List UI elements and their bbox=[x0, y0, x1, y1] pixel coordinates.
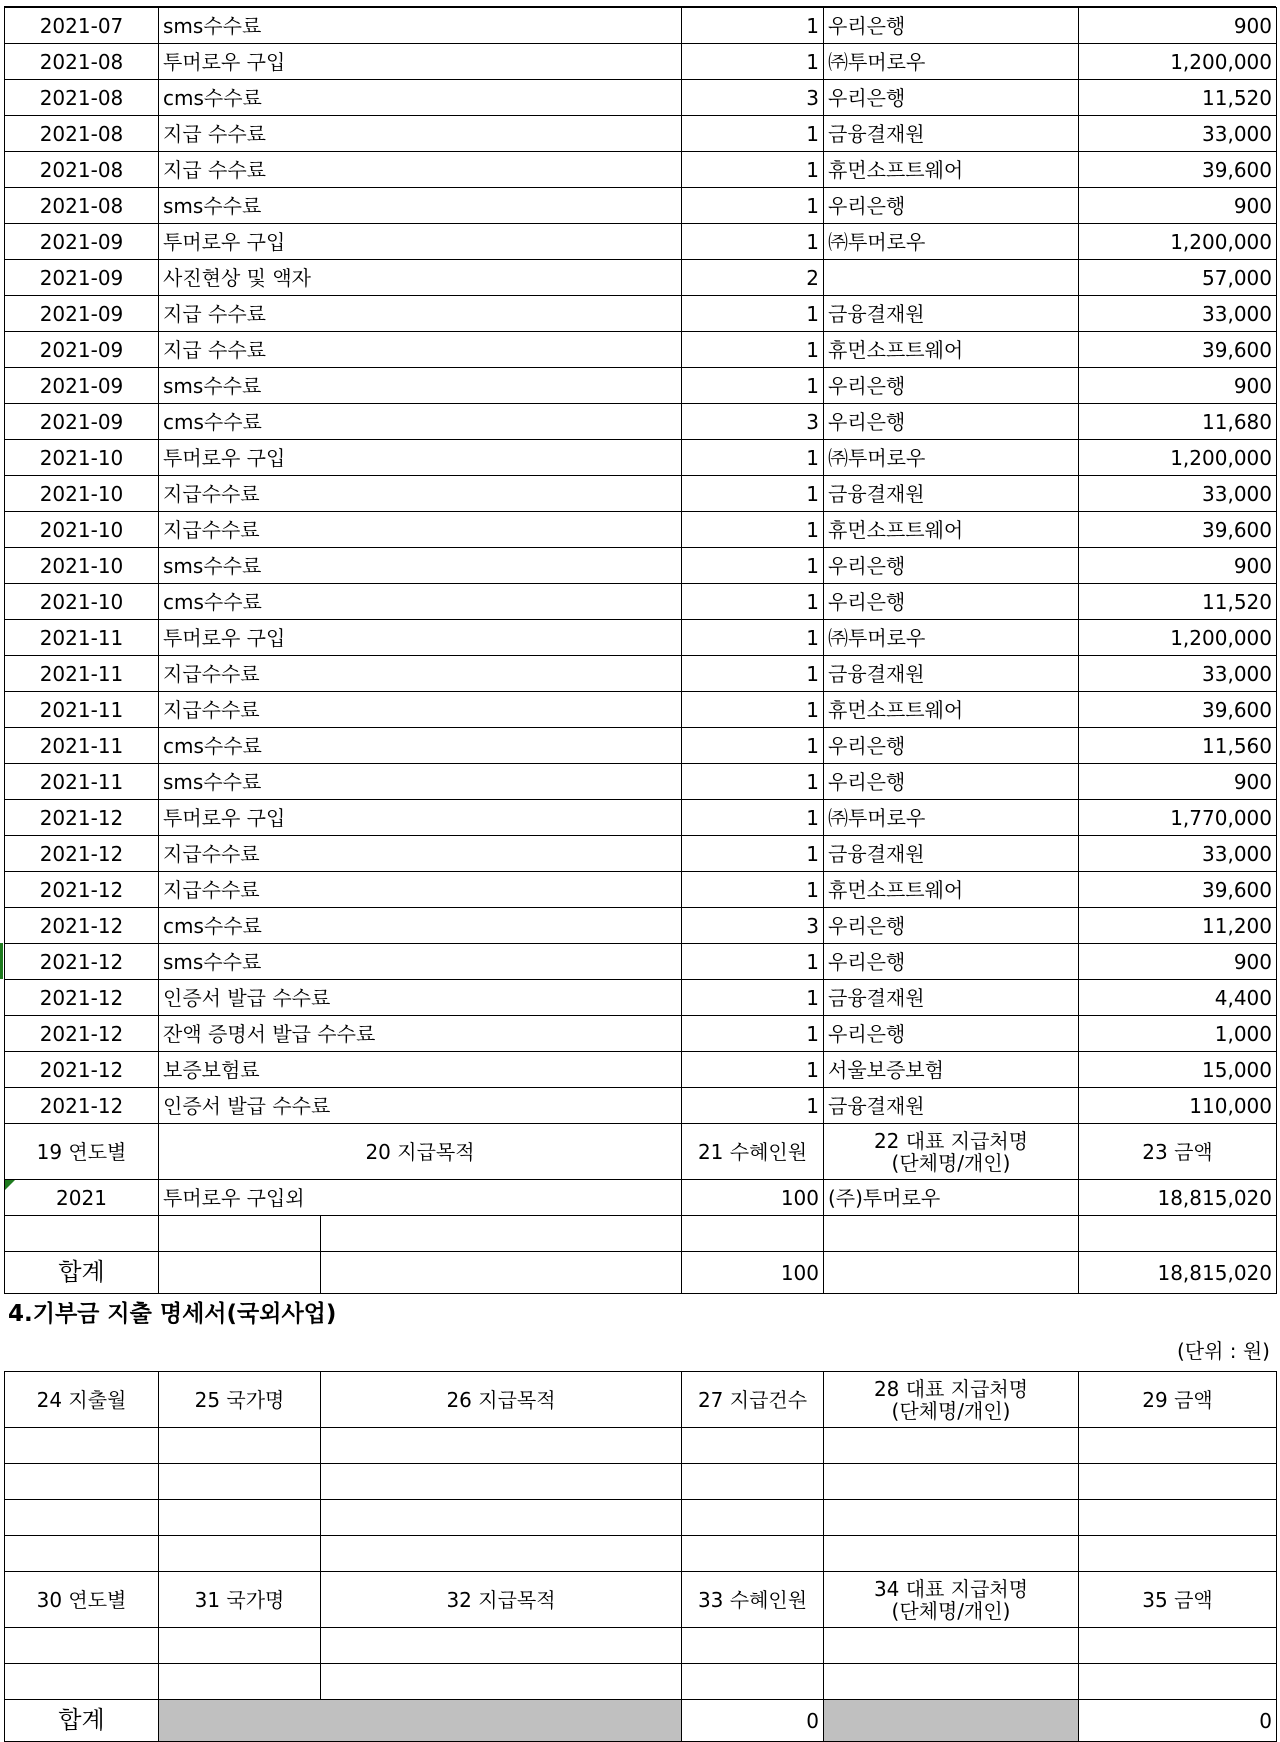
cell-purpose[interactable]: sms수수료 bbox=[158, 547, 682, 584]
header-beneficiaries: 21 수혜인원 bbox=[681, 1123, 824, 1180]
cell-month[interactable]: 2021-09 bbox=[4, 295, 159, 332]
cell-amount[interactable]: 1,000 bbox=[1078, 1015, 1277, 1052]
cell-payee[interactable]: ㈜투머로우 bbox=[823, 43, 1079, 80]
header-amount: 23 금액 bbox=[1078, 1123, 1277, 1180]
cell-payee[interactable]: 서울보증보험 bbox=[823, 1051, 1079, 1088]
cell-purpose[interactable]: 지급 수수료 bbox=[158, 295, 682, 332]
empty-cell[interactable] bbox=[681, 1427, 824, 1464]
empty-cell[interactable] bbox=[1078, 1427, 1277, 1464]
header-payee bbox=[823, 1123, 1079, 1180]
cell-purpose[interactable]: 지급 수수료 bbox=[158, 151, 682, 188]
cell-payee[interactable]: 금융결재원 bbox=[823, 979, 1079, 1016]
total-amount[interactable]: 18,815,020 bbox=[1078, 1251, 1277, 1294]
empty-cell[interactable] bbox=[681, 1663, 824, 1700]
header-payee bbox=[823, 1371, 1079, 1428]
empty-cell[interactable] bbox=[158, 1463, 321, 1500]
cell-amount[interactable]: 33,000 bbox=[1078, 475, 1277, 512]
empty-cell[interactable] bbox=[681, 1627, 824, 1664]
empty-cell[interactable] bbox=[4, 1427, 159, 1464]
cell-amount[interactable]: 39,600 bbox=[1078, 871, 1277, 908]
empty-cell[interactable] bbox=[320, 1499, 682, 1536]
cell-amount[interactable]: 900 bbox=[1078, 187, 1277, 224]
empty-cell[interactable] bbox=[681, 1499, 824, 1536]
empty-cell[interactable] bbox=[823, 1463, 1079, 1500]
empty-cell[interactable] bbox=[320, 1663, 682, 1700]
cell-payee[interactable]: 우리은행 bbox=[823, 763, 1079, 800]
summary-amount[interactable]: 18,815,020 bbox=[1078, 1179, 1277, 1216]
cell-month[interactable]: 2021-08 bbox=[4, 79, 159, 116]
summary-year[interactable]: 2021 bbox=[4, 1179, 159, 1216]
cell-amount[interactable]: 11,680 bbox=[1078, 403, 1277, 440]
cell-purpose[interactable]: 지급 수수료 bbox=[158, 331, 682, 368]
header-line: (단체명/개인) bbox=[891, 1398, 1011, 1423]
unit-label: (단위 : 원) bbox=[1176, 1338, 1270, 1363]
cell-count[interactable]: 1 bbox=[681, 799, 824, 836]
empty-cell[interactable] bbox=[4, 1215, 159, 1252]
header-amount: 29 금액 bbox=[1078, 1371, 1277, 1428]
cell-month[interactable]: 2021-12 bbox=[4, 1015, 159, 1052]
cell-amount[interactable]: 33,000 bbox=[1078, 115, 1277, 152]
cell-payee[interactable]: 우리은행 bbox=[823, 907, 1079, 944]
empty-cell[interactable] bbox=[320, 1251, 682, 1294]
cell-purpose[interactable]: 지급수수료 bbox=[158, 511, 682, 548]
empty-cell[interactable] bbox=[681, 1215, 824, 1252]
cell-payee[interactable]: 우리은행 bbox=[823, 403, 1079, 440]
empty-cell[interactable] bbox=[1078, 1535, 1277, 1572]
cell-purpose[interactable]: sms수수료 bbox=[158, 763, 682, 800]
cell-payee[interactable]: ㈜투머로우 bbox=[823, 799, 1079, 836]
cell-count[interactable]: 1 bbox=[681, 691, 824, 728]
cell-amount[interactable]: 4,400 bbox=[1078, 979, 1277, 1016]
cell-payee[interactable]: 금융결재원 bbox=[823, 295, 1079, 332]
cell-purpose[interactable]: 지급수수료 bbox=[158, 871, 682, 908]
summary-payee[interactable]: (주)투머로우 bbox=[823, 1179, 1079, 1216]
header-purpose: 26 지급목적 bbox=[320, 1371, 682, 1428]
cell-count[interactable]: 1 bbox=[681, 835, 824, 872]
cell-amount[interactable]: 39,600 bbox=[1078, 511, 1277, 548]
cell-month[interactable]: 2021-08 bbox=[4, 187, 159, 224]
shaded-cell bbox=[823, 1699, 1079, 1742]
cell-count[interactable]: 3 bbox=[681, 403, 824, 440]
cell-month[interactable]: 2021-11 bbox=[4, 727, 159, 764]
cell-amount[interactable]: 15,000 bbox=[1078, 1051, 1277, 1088]
cell-purpose[interactable]: 지급수수료 bbox=[158, 691, 682, 728]
cell-amount[interactable]: 33,000 bbox=[1078, 295, 1277, 332]
cell-purpose[interactable]: 투머로우 구입 bbox=[158, 223, 682, 260]
header-month: 24 지출월 bbox=[4, 1371, 159, 1428]
cell-count[interactable]: 1 bbox=[681, 943, 824, 980]
cell-purpose[interactable]: 지급수수료 bbox=[158, 835, 682, 872]
cell-purpose[interactable]: sms수수료 bbox=[158, 7, 682, 44]
cell-purpose[interactable]: 투머로우 구입 bbox=[158, 439, 682, 476]
cell-payee[interactable]: 우리은행 bbox=[823, 1015, 1079, 1052]
cell-count[interactable]: 1 bbox=[681, 1087, 824, 1124]
cell-payee[interactable]: 금융결재원 bbox=[823, 115, 1079, 152]
empty-cell[interactable] bbox=[1078, 1627, 1277, 1664]
empty-cell[interactable] bbox=[320, 1627, 682, 1664]
cell-count[interactable]: 1 bbox=[681, 763, 824, 800]
cell-count[interactable]: 1 bbox=[681, 727, 824, 764]
header-purpose: 20 지급목적 bbox=[158, 1123, 682, 1180]
cell-amount[interactable]: 33,000 bbox=[1078, 655, 1277, 692]
cell-month[interactable]: 2021-11 bbox=[4, 763, 159, 800]
total-count[interactable]: 0 bbox=[681, 1699, 824, 1742]
cell-count[interactable]: 1 bbox=[681, 511, 824, 548]
cell-month[interactable]: 2021-08 bbox=[4, 151, 159, 188]
cell-count[interactable]: 1 bbox=[681, 655, 824, 692]
cell-payee[interactable]: ㈜투머로우 bbox=[823, 223, 1079, 260]
header-country: 25 국가명 bbox=[158, 1371, 321, 1428]
cell-month[interactable]: 2021-10 bbox=[4, 439, 159, 476]
empty-cell[interactable] bbox=[1078, 1499, 1277, 1536]
cell-amount[interactable]: 900 bbox=[1078, 943, 1277, 980]
cell-payee[interactable]: 휴먼소프트웨어 bbox=[823, 331, 1079, 368]
header-year: 30 연도별 bbox=[4, 1571, 159, 1628]
cell-payee[interactable]: ㈜투머로우 bbox=[823, 439, 1079, 476]
cell-amount[interactable]: 900 bbox=[1078, 367, 1277, 404]
header-payee bbox=[823, 1571, 1079, 1628]
header-line: 28 대표 지급처명 bbox=[873, 1376, 1029, 1401]
cell-purpose[interactable]: cms수수료 bbox=[158, 79, 682, 116]
header-amount: 35 금액 bbox=[1078, 1571, 1277, 1628]
cell-purpose[interactable]: cms수수료 bbox=[158, 727, 682, 764]
cell-amount[interactable]: 110,000 bbox=[1078, 1087, 1277, 1124]
selection-marker bbox=[0, 943, 3, 979]
cell-purpose[interactable]: 지급 수수료 bbox=[158, 115, 682, 152]
cell-count[interactable]: 1 bbox=[681, 7, 824, 44]
header-line: 34 대표 지급처명 bbox=[873, 1576, 1029, 1601]
empty-cell[interactable] bbox=[823, 1251, 1079, 1294]
cell-count[interactable]: 1 bbox=[681, 871, 824, 908]
total-count[interactable]: 100 bbox=[681, 1251, 824, 1294]
cell-amount[interactable]: 11,560 bbox=[1078, 727, 1277, 764]
cell-purpose[interactable]: 인증서 발급 수수료 bbox=[158, 979, 682, 1016]
cell-payee[interactable] bbox=[823, 259, 1079, 296]
shaded-cell bbox=[158, 1699, 682, 1742]
cell-month[interactable]: 2021-11 bbox=[4, 691, 159, 728]
cell-purpose[interactable]: 투머로우 구입 bbox=[158, 799, 682, 836]
cell-purpose[interactable]: sms수수료 bbox=[158, 943, 682, 980]
cell-count[interactable]: 1 bbox=[681, 367, 824, 404]
cell-month[interactable]: 2021-12 bbox=[4, 871, 159, 908]
cell-month[interactable]: 2021-08 bbox=[4, 115, 159, 152]
cell-amount[interactable]: 57,000 bbox=[1078, 259, 1277, 296]
cell-payee[interactable]: 우리은행 bbox=[823, 79, 1079, 116]
cell-month[interactable]: 2021-11 bbox=[4, 619, 159, 656]
cell-count[interactable]: 1 bbox=[681, 547, 824, 584]
empty-cell[interactable] bbox=[4, 1499, 159, 1536]
cell-payee[interactable]: 우리은행 bbox=[823, 547, 1079, 584]
cell-month[interactable]: 2021-12 bbox=[4, 979, 159, 1016]
cell-count[interactable]: 1 bbox=[681, 187, 824, 224]
cell-purpose[interactable]: 투머로우 구입 bbox=[158, 619, 682, 656]
cell-amount[interactable]: 900 bbox=[1078, 763, 1277, 800]
empty-cell[interactable] bbox=[320, 1215, 682, 1252]
cell-amount[interactable]: 1,200,000 bbox=[1078, 439, 1277, 476]
cell-payee[interactable]: 휴먼소프트웨어 bbox=[823, 511, 1079, 548]
cell-purpose[interactable]: sms수수료 bbox=[158, 187, 682, 224]
cell-purpose[interactable]: 지급수수료 bbox=[158, 475, 682, 512]
summary-count[interactable]: 100 bbox=[681, 1179, 824, 1216]
cell-purpose[interactable]: 사진현상 및 액자 bbox=[158, 259, 682, 296]
cell-month[interactable]: 2021-10 bbox=[4, 547, 159, 584]
cell-payee[interactable]: 휴먼소프트웨어 bbox=[823, 151, 1079, 188]
cell-count[interactable]: 1 bbox=[681, 619, 824, 656]
cell-payee[interactable]: 우리은행 bbox=[823, 943, 1079, 980]
cell-count[interactable]: 1 bbox=[681, 43, 824, 80]
header-count: 27 지급건수 bbox=[681, 1371, 824, 1428]
empty-cell[interactable] bbox=[1078, 1215, 1277, 1252]
cell-count[interactable]: 3 bbox=[681, 907, 824, 944]
cell-month[interactable]: 2021-12 bbox=[4, 835, 159, 872]
cell-count[interactable]: 1 bbox=[681, 223, 824, 260]
cell-payee[interactable]: 금융결재원 bbox=[823, 655, 1079, 692]
cell-amount[interactable]: 39,600 bbox=[1078, 331, 1277, 368]
section-title: 4.기부금 지출 명세서(국외사업) bbox=[8, 1300, 337, 1327]
header-line: (단체명/개인) bbox=[891, 1150, 1011, 1175]
cell-month[interactable]: 2021-10 bbox=[4, 475, 159, 512]
empty-cell[interactable] bbox=[823, 1535, 1079, 1572]
cell-count[interactable]: 1 bbox=[681, 151, 824, 188]
cell-purpose[interactable]: 투머로우 구입 bbox=[158, 43, 682, 80]
cell-month[interactable]: 2021-12 bbox=[4, 907, 159, 944]
cell-amount[interactable]: 900 bbox=[1078, 7, 1277, 44]
cell-purpose[interactable]: 인증서 발급 수수료 bbox=[158, 1087, 682, 1124]
cell-amount[interactable]: 1,200,000 bbox=[1078, 223, 1277, 260]
cell-month[interactable]: 2021-09 bbox=[4, 403, 159, 440]
header-beneficiaries: 33 수혜인원 bbox=[681, 1571, 824, 1628]
cell-month[interactable]: 2021-10 bbox=[4, 583, 159, 620]
cell-amount[interactable]: 11,200 bbox=[1078, 907, 1277, 944]
total-label: 합계 bbox=[4, 1251, 159, 1294]
empty-cell[interactable] bbox=[823, 1215, 1079, 1252]
cell-count[interactable]: 3 bbox=[681, 79, 824, 116]
cell-month[interactable]: 2021-09 bbox=[4, 259, 159, 296]
cell-month[interactable]: 2021-11 bbox=[4, 655, 159, 692]
cell-count[interactable]: 2 bbox=[681, 259, 824, 296]
cell-purpose[interactable]: cms수수료 bbox=[158, 907, 682, 944]
error-indicator-icon bbox=[5, 1180, 15, 1190]
cell-purpose[interactable]: cms수수료 bbox=[158, 583, 682, 620]
cell-purpose[interactable]: 잔액 증명서 발급 수수료 bbox=[158, 1015, 682, 1052]
cell-month[interactable]: 2021-12 bbox=[4, 799, 159, 836]
header-line: (단체명/개인) bbox=[891, 1598, 1011, 1623]
empty-cell[interactable] bbox=[823, 1427, 1079, 1464]
header-country: 31 국가명 bbox=[158, 1571, 321, 1628]
cell-count[interactable]: 1 bbox=[681, 439, 824, 476]
cell-month[interactable]: 2021-09 bbox=[4, 367, 159, 404]
cell-amount[interactable]: 39,600 bbox=[1078, 691, 1277, 728]
total-amount[interactable]: 0 bbox=[1078, 1699, 1277, 1742]
cell-month[interactable]: 2021-07 bbox=[4, 7, 159, 44]
cell-count[interactable]: 1 bbox=[681, 115, 824, 152]
cell-amount[interactable]: 33,000 bbox=[1078, 835, 1277, 872]
cell-month[interactable]: 2021-09 bbox=[4, 331, 159, 368]
total-label: 합계 bbox=[4, 1699, 159, 1742]
empty-cell[interactable] bbox=[681, 1463, 824, 1500]
cell-month[interactable]: 2021-08 bbox=[4, 43, 159, 80]
cell-month[interactable]: 2021-12 bbox=[4, 1051, 159, 1088]
cell-count[interactable]: 1 bbox=[681, 583, 824, 620]
cell-count[interactable]: 1 bbox=[681, 1015, 824, 1052]
header-purpose: 32 지급목적 bbox=[320, 1571, 682, 1628]
empty-cell[interactable] bbox=[320, 1535, 682, 1572]
cell-count[interactable]: 1 bbox=[681, 979, 824, 1016]
empty-cell[interactable] bbox=[4, 1535, 159, 1572]
cell-payee[interactable]: 우리은행 bbox=[823, 367, 1079, 404]
cell-payee[interactable]: 금융결재원 bbox=[823, 1087, 1079, 1124]
empty-cell[interactable] bbox=[1078, 1463, 1277, 1500]
cell-amount[interactable]: 11,520 bbox=[1078, 79, 1277, 116]
cell-count[interactable]: 1 bbox=[681, 1051, 824, 1088]
header-year: 19 연도별 bbox=[4, 1123, 159, 1180]
empty-cell[interactable] bbox=[4, 1627, 159, 1664]
cell-purpose[interactable]: sms수수료 bbox=[158, 367, 682, 404]
cell-amount[interactable]: 39,600 bbox=[1078, 151, 1277, 188]
empty-cell[interactable] bbox=[823, 1663, 1079, 1700]
empty-cell[interactable] bbox=[158, 1251, 321, 1294]
summary-purpose[interactable]: 투머로우 구입외 bbox=[158, 1179, 682, 1216]
cell-payee[interactable]: 휴먼소프트웨어 bbox=[823, 691, 1079, 728]
empty-cell[interactable] bbox=[823, 1627, 1079, 1664]
empty-cell[interactable] bbox=[158, 1427, 321, 1464]
empty-cell[interactable] bbox=[158, 1499, 321, 1536]
cell-month[interactable]: 2021-12 bbox=[4, 1087, 159, 1124]
cell-payee[interactable]: ㈜투머로우 bbox=[823, 619, 1079, 656]
empty-cell[interactable] bbox=[1078, 1663, 1277, 1700]
empty-cell[interactable] bbox=[823, 1499, 1079, 1536]
empty-cell[interactable] bbox=[158, 1535, 321, 1572]
cell-amount[interactable]: 1,200,000 bbox=[1078, 619, 1277, 656]
cell-amount[interactable]: 900 bbox=[1078, 547, 1277, 584]
empty-cell[interactable] bbox=[158, 1663, 321, 1700]
empty-cell[interactable] bbox=[320, 1427, 682, 1464]
cell-amount[interactable]: 1,770,000 bbox=[1078, 799, 1277, 836]
cell-amount[interactable]: 1,200,000 bbox=[1078, 43, 1277, 80]
empty-cell[interactable] bbox=[158, 1215, 321, 1252]
cell-payee[interactable]: 금융결재원 bbox=[823, 835, 1079, 872]
cell-payee[interactable]: 금융결재원 bbox=[823, 475, 1079, 512]
cell-payee[interactable]: 우리은행 bbox=[823, 583, 1079, 620]
header-line: 22 대표 지급처명 bbox=[873, 1128, 1029, 1153]
empty-cell[interactable] bbox=[4, 1663, 159, 1700]
cell-payee[interactable]: 우리은행 bbox=[823, 187, 1079, 224]
cell-count[interactable]: 1 bbox=[681, 331, 824, 368]
cell-purpose[interactable]: 지급수수료 bbox=[158, 655, 682, 692]
cell-month[interactable]: 2021-10 bbox=[4, 511, 159, 548]
cell-count[interactable]: 1 bbox=[681, 295, 824, 332]
cell-month[interactable]: 2021-12 bbox=[4, 943, 159, 980]
cell-month[interactable]: 2021-09 bbox=[4, 223, 159, 260]
empty-cell[interactable] bbox=[681, 1535, 824, 1572]
empty-cell[interactable] bbox=[4, 1463, 159, 1500]
cell-count[interactable]: 1 bbox=[681, 475, 824, 512]
cell-purpose[interactable]: cms수수료 bbox=[158, 403, 682, 440]
empty-cell[interactable] bbox=[158, 1627, 321, 1664]
cell-payee[interactable]: 우리은행 bbox=[823, 727, 1079, 764]
cell-payee[interactable]: 우리은행 bbox=[823, 7, 1079, 44]
empty-cell[interactable] bbox=[320, 1463, 682, 1500]
cell-purpose[interactable]: 보증보험료 bbox=[158, 1051, 682, 1088]
cell-payee[interactable]: 휴먼소프트웨어 bbox=[823, 871, 1079, 908]
cell-amount[interactable]: 11,520 bbox=[1078, 583, 1277, 620]
